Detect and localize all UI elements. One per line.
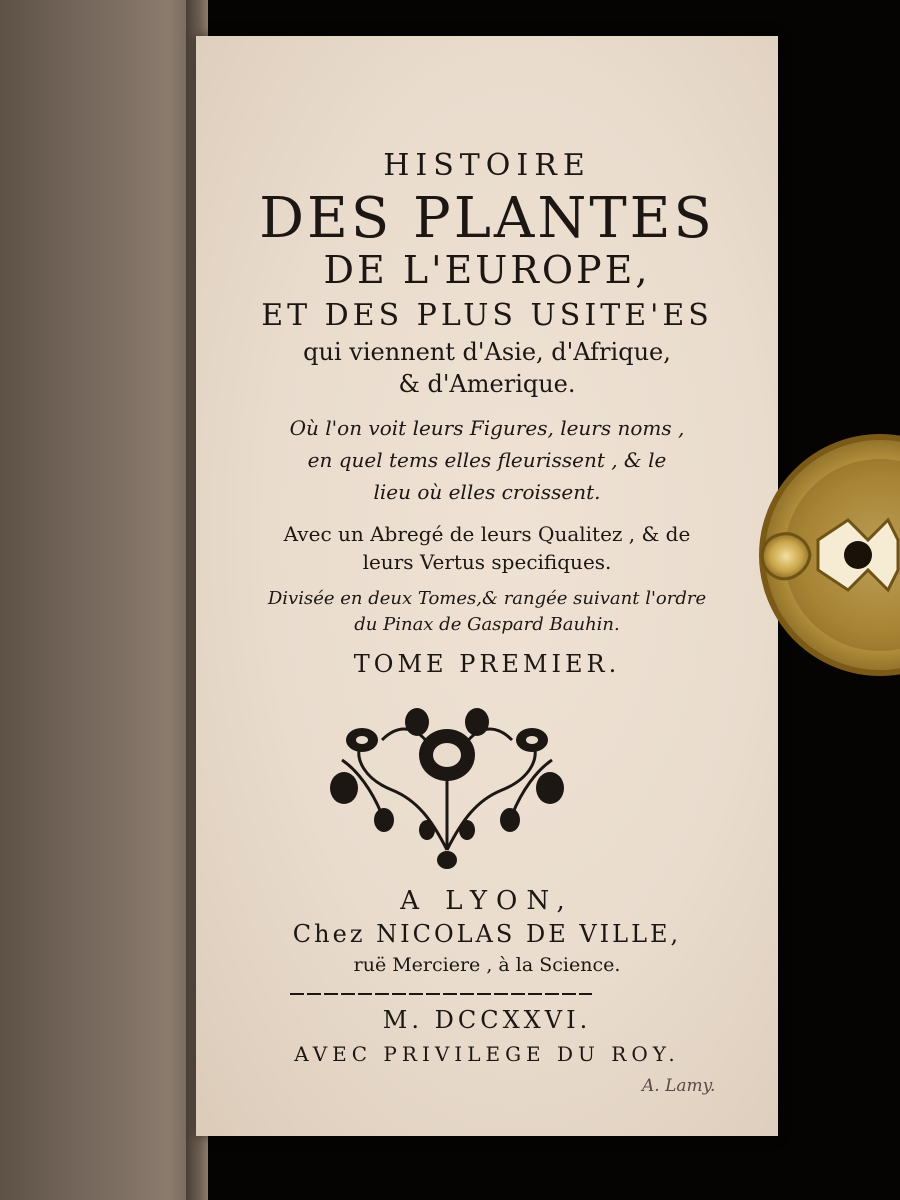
imprint-publisher: Chez NICOLAS DE VILLE, xyxy=(292,920,682,948)
subtitle-italic-4: Divisée en deux Tomes,& rangée suivant l'ordre xyxy=(267,588,707,609)
title-line-2: DES PLANTES xyxy=(259,186,715,251)
title-line-4: ET DES PLUS USITE'ES xyxy=(261,298,713,333)
subtitle-roman-1: Avec un Abregé de leurs Qualitez , & de xyxy=(283,522,691,546)
subtitle-italic-2: en quel tems elles fleurissent , & le xyxy=(307,448,667,472)
decorative-rule xyxy=(290,992,592,996)
title-line-5: qui viennent d'Asie, d'Afrique, xyxy=(303,338,671,366)
title-line-3: DE L'EUROPE, xyxy=(323,248,651,292)
imprint-place: A LYON, xyxy=(400,886,574,916)
gold-clasp-icon xyxy=(748,420,900,690)
facing-page xyxy=(0,0,200,1200)
ownership-signature: A. Lamy. xyxy=(642,1076,716,1096)
title-page xyxy=(196,36,778,1136)
title-line-1: HISTOIRE xyxy=(383,148,591,183)
imprint-year: M. DCCXXVI. xyxy=(382,1006,592,1034)
subtitle-italic-5: du Pinax de Gaspard Bauhin. xyxy=(354,614,620,635)
volume-label: TOME PREMIER. xyxy=(353,650,621,678)
subtitle-italic-1: Où l'on voit leurs Figures, leurs noms , xyxy=(289,416,685,440)
subtitle-italic-3: lieu où elles croissent. xyxy=(373,480,601,504)
imprint-street: ruë Merciere , à la Science. xyxy=(353,954,621,976)
title-line-6: & d'Amerique. xyxy=(398,370,576,398)
floral-vignette-icon xyxy=(322,700,572,870)
privilege-line: AVEC PRIVILEGE DU ROY. xyxy=(294,1042,680,1066)
subtitle-roman-2: leurs Vertus specifiques. xyxy=(362,550,612,574)
